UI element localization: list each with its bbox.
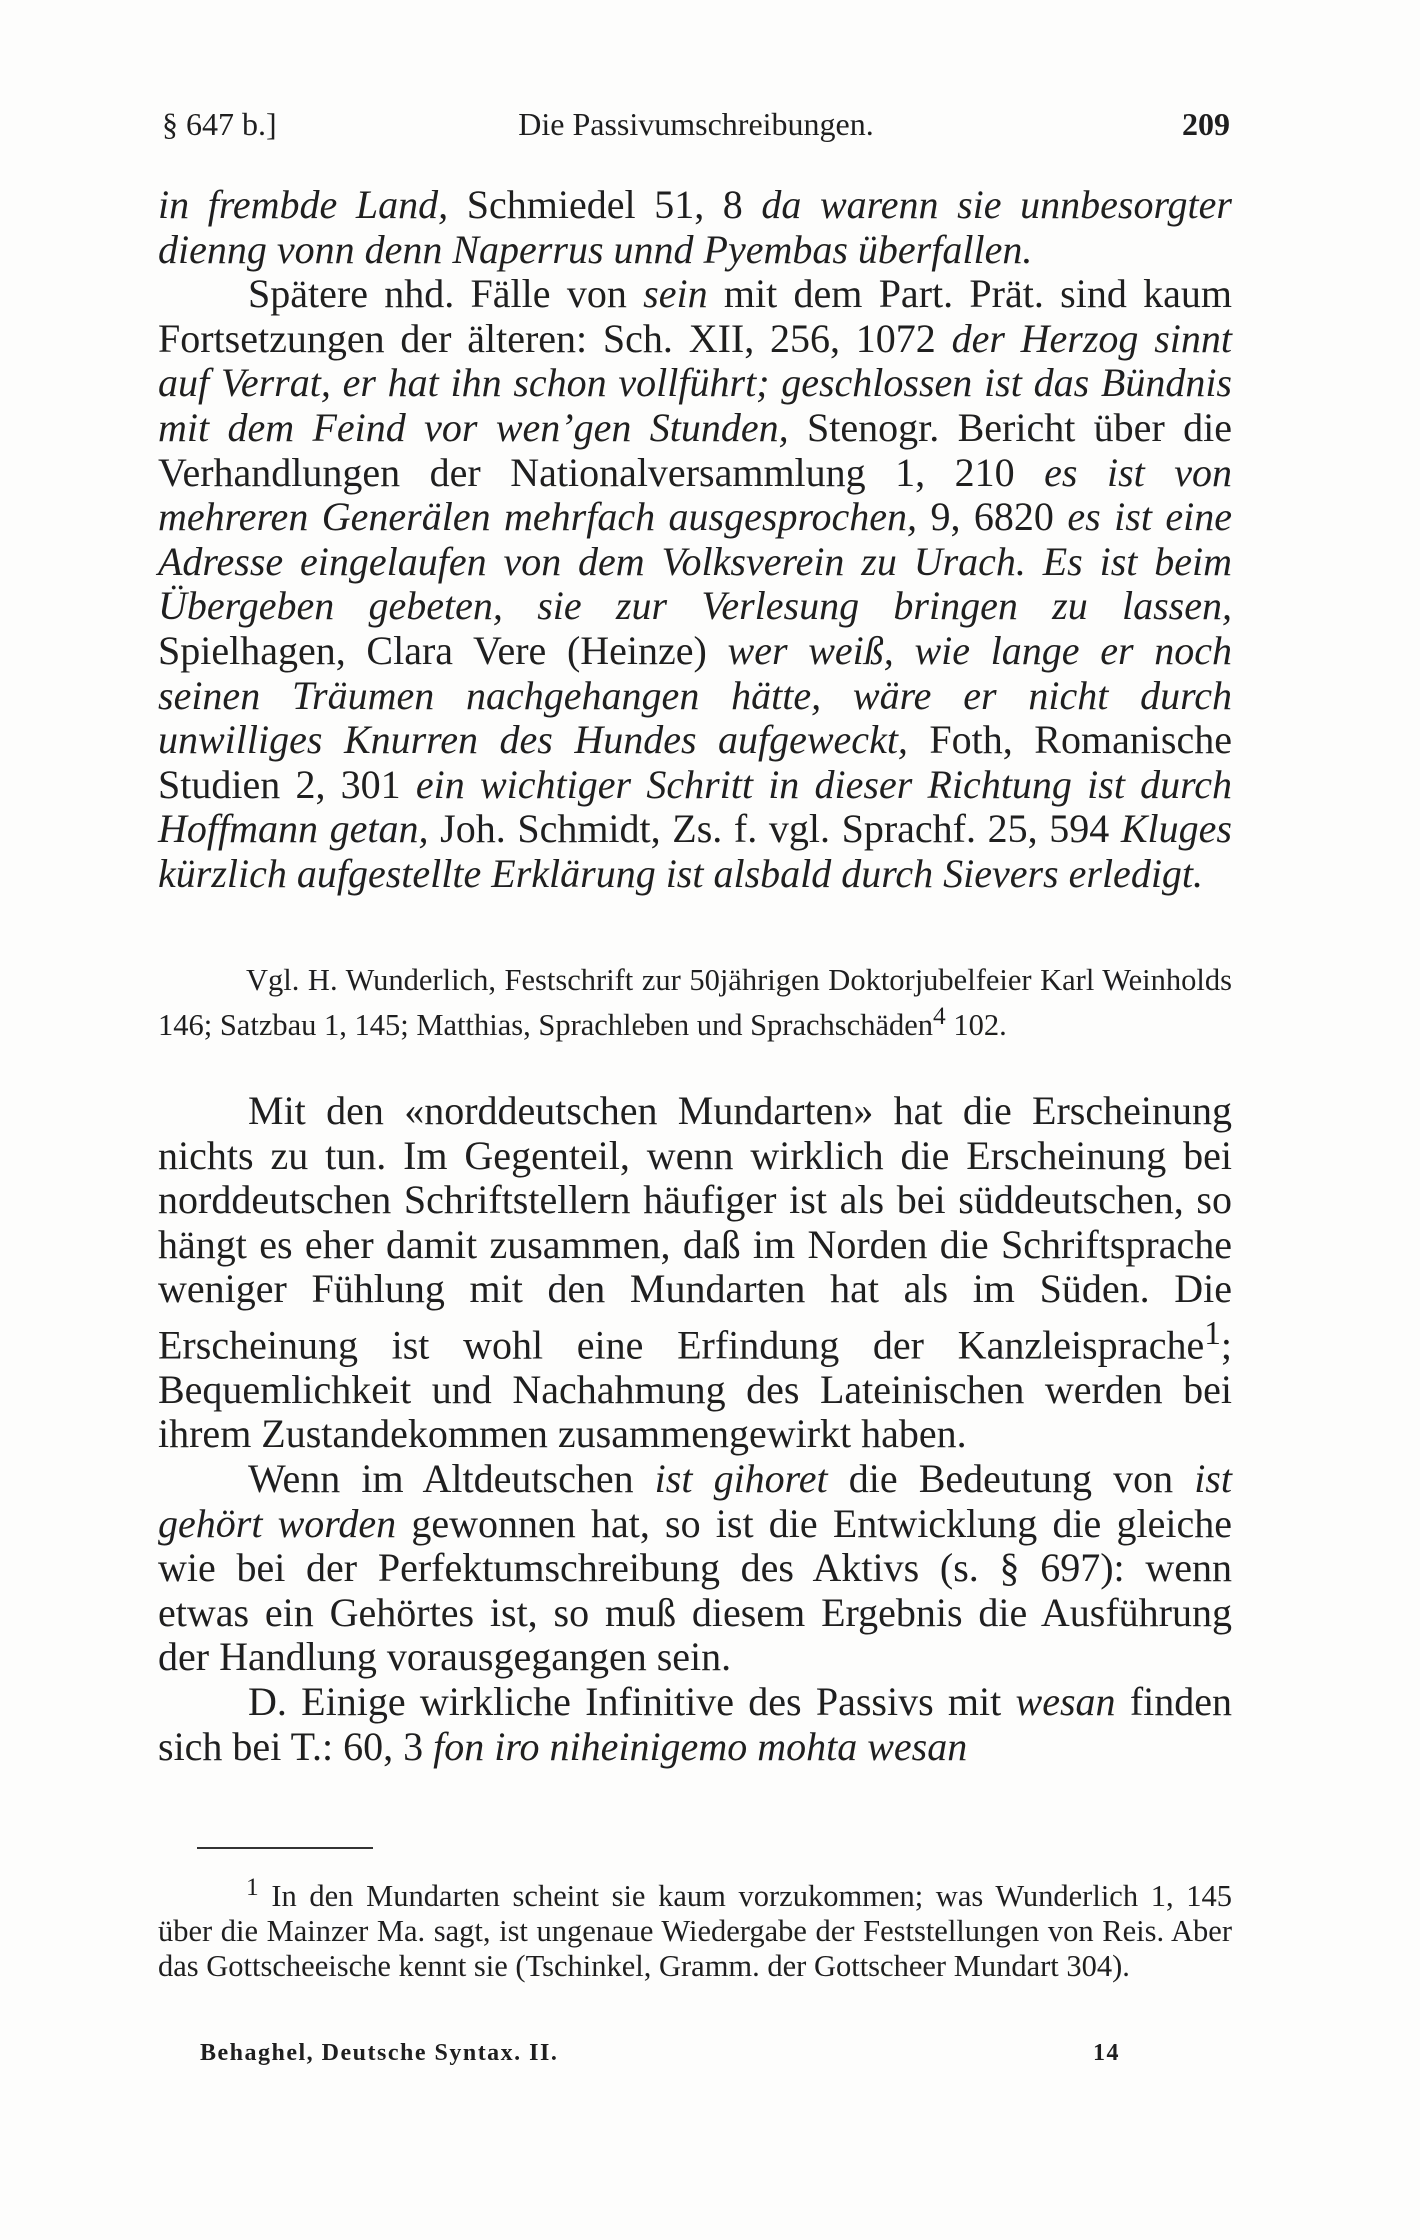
- sheet-signature: [200, 2035, 1120, 2071]
- main-text-upper: [158, 183, 1232, 897]
- paragraph-infinitive: D. Einige wirkliche Infinitive des Passivs mit wesan finden sich bei T.: 60, 3 fon iro niheinigemo mohta wesan: [158, 1679, 1232, 1769]
- paragraph-continuation: in frembde Land, Schmiedel 51, 8 da warenn sie unnbesorgter dienng vonn denn Naperrus unnd Pyembas überfallen.: [158, 182, 1232, 272]
- main-text-lower: [158, 1089, 1232, 1769]
- paragraph-later-nhd-cases: Spätere nhd. Fälle von sein mit dem Part. Prät. sind kaum Fortsetzungen der älteren: Sch. XII, 256, 1072 der Herzog sinnt auf Verrat, er hat ihn schon vollführt; geschlossen ist das Bündnis mit dem Feind vor wen’gen Stunden, Stenogr. Bericht über die Verhandlungen der Nationalversammlung 1, 210 es ist von mehreren Generälen mehrfach ausgesprochen, 9, 6820 es ist eine Adresse eingelaufen von dem Volksverein zu Urach. Es ist beim Übergeben gebeten, sie zur Verlesung bringen zu lassen, Spielhagen, Clara Vere (Heinze) wer weiß, wie lange er noch seinen Träumen nachgehangen hätte, wäre er nicht durch unwilliges Knurren des Hundes aufgeweckt, Foth, Romanische Studien 2, 301 ein wichtiger Schritt in dieser Richtung ist durch Hoffmann getan, Joh. Schmidt, Zs. f. vgl. Sprachf. 25, 594 Kluges kürzlich aufgestellte Erklärung ist alsbald durch Sievers erledigt.: [158, 271, 1233, 896]
- page-number: 209: [1182, 106, 1230, 142]
- footnotes: [158, 1870, 1232, 1984]
- section-reference: § 647 b.]: [162, 106, 277, 142]
- footnote-rule: [197, 1847, 373, 1849]
- sheet-number: 14: [1093, 2040, 1120, 2066]
- paragraph-altdeutsch: Wenn im Altdeutschen ist gihoret die Bedeutung von ist gehört worden gewonnen hat, so ist die Entwicklung die gleiche wie bei der Perfektumschreibung des Aktivs (s. § 697): wenn etwas ein Gehörtes ist, so muß diesem Ergebnis die Ausführung der Handlung vorausgegangen sein.: [158, 1456, 1232, 1680]
- running-title: Die Passivumschreibungen.: [518, 106, 874, 142]
- paragraph-mundarten: Mit den «norddeutschen Mundarten» hat die Erscheinung nichts zu tun. Im Gegenteil, wenn wirklich die Erscheinung bei norddeutschen Schriftstellern häufiger ist als bei süddeutschen, so hängt es eher damit zusammen, daß im Norden die Schriftsprache weniger Fühlung mit den Mundarten hat als im Süden. Die Erscheinung ist wohl eine Erfindung der Kanzleisprache$^1$; Bequemlichkeit und Nachahmung des Lateinischen werden bei ihrem Zustandekommen zusammengewirkt haben.: [158, 1088, 1232, 1457]
- footnote-1: $^1$ In den Mundarten scheint sie kaum vorzukommen; was Wunderlich 1, 145 über die Mainzer Ma. sagt, ist ungenaue Wiedergabe der Feststellungen von Reis. Aber das Gottscheeische kennt sie (Tschinkel, Gramm. der Gottscheer Mundart 304).: [158, 1873, 1232, 1984]
- reference-note: Vgl. H. Wunderlich, Festschrift zur 50jährigen Doktorjubelfeier Karl Weinholds 146; Satzbau 1, 145; Matthias, Sprachleben und Sprachschäden$^4$ 102.: [158, 963, 1232, 1043]
- signature-title: Behaghel, Deutsche Syntax. II.: [200, 2040, 559, 2066]
- small-print-reference: [158, 962, 1232, 1043]
- running-header: [162, 100, 1230, 148]
